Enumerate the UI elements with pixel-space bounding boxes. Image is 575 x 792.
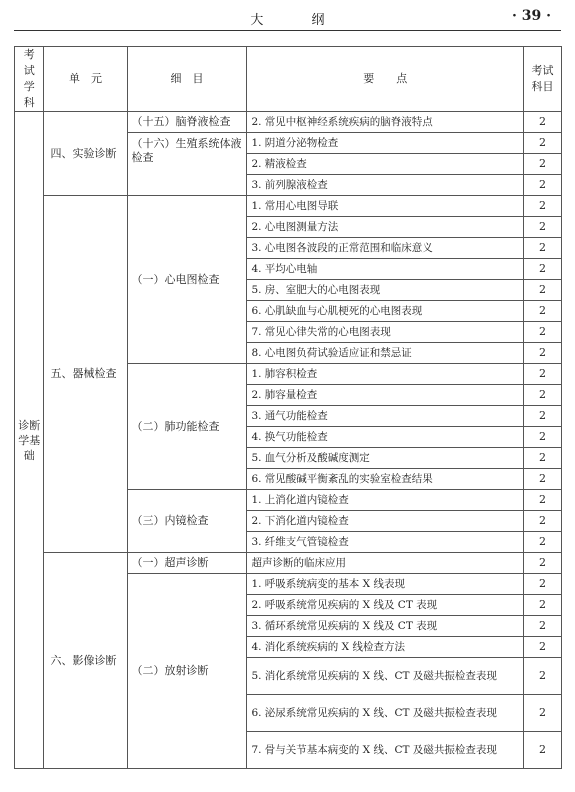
score-cell: 2 <box>524 427 562 448</box>
score-cell: 2 <box>524 238 562 259</box>
running-title: 大 纲 <box>250 13 347 28</box>
point-cell: 6. 泌尿系统常见疾病的 X 线、CT 及磁共振检查表现 <box>247 695 524 732</box>
point-cell: 4. 消化系统疾病的 X 线检查方法 <box>247 637 524 658</box>
point-cell: 3. 纤维支气管镜检查 <box>247 532 524 553</box>
score-cell: 2 <box>524 658 562 695</box>
score-cell: 2 <box>524 732 562 769</box>
score-cell: 2 <box>524 154 562 175</box>
score-cell: 2 <box>524 553 562 574</box>
point-cell: 4. 平均心电轴 <box>247 259 524 280</box>
point-cell: 3. 前列腺液检查 <box>247 175 524 196</box>
point-cell: 1. 上消化道内镜检查 <box>247 490 524 511</box>
point-cell: 3. 心电图各波段的正常范围和临床意义 <box>247 238 524 259</box>
score-cell: 2 <box>524 217 562 238</box>
point-cell: 5. 房、室肥大的心电图表现 <box>247 280 524 301</box>
point-cell: 4. 换气功能检查 <box>247 427 524 448</box>
point-cell: 6. 心肌缺血与心肌梗死的心电图表现 <box>247 301 524 322</box>
score-cell: 2 <box>524 406 562 427</box>
score-cell: 2 <box>524 490 562 511</box>
point-cell: 5. 消化系统常见疾病的 X 线、CT 及磁共振检查表现 <box>247 658 524 695</box>
table-row <box>15 196 562 217</box>
point-cell: 5. 血气分析及酸碱度测定 <box>247 448 524 469</box>
point-cell: 6. 常见酸碱平衡紊乱的实验室检查结果 <box>247 469 524 490</box>
point-cell: 2. 呼吸系统常见疾病的 X 线及 CT 表现 <box>247 595 524 616</box>
score-cell: 2 <box>524 259 562 280</box>
section-cell: （十五）脑脊液检查 <box>127 112 247 133</box>
page-header <box>14 0 561 32</box>
section-cell: （一）心电图检查 <box>127 196 247 364</box>
point-cell: 7. 骨与关节基本病变的 X 线、CT 及磁共振检查表现 <box>247 732 524 769</box>
table-row <box>15 553 562 574</box>
score-cell: 2 <box>524 175 562 196</box>
score-cell: 2 <box>524 364 562 385</box>
point-cell: 超声诊断的临床应用 <box>247 553 524 574</box>
col-header-points: 要 点 <box>247 47 524 112</box>
score-cell: 2 <box>524 196 562 217</box>
col-header-subject: 考试学科 <box>15 47 44 112</box>
table-row <box>15 112 562 133</box>
point-cell: 7. 常见心律失常的心电图表现 <box>247 322 524 343</box>
score-cell: 2 <box>524 469 562 490</box>
point-cell: 1. 常用心电图导联 <box>247 196 524 217</box>
section-cell: （十六）生殖系统体液检查 <box>127 133 247 196</box>
point-cell: 8. 心电图负荷试验适应证和禁忌证 <box>247 343 524 364</box>
unit-cell: 五、器械检查 <box>44 196 127 553</box>
score-cell: 2 <box>524 133 562 154</box>
score-cell: 2 <box>524 637 562 658</box>
section-cell: （一）超声诊断 <box>127 553 247 574</box>
score-cell: 2 <box>524 511 562 532</box>
section-cell: （二）肺功能检查 <box>127 364 247 490</box>
col-header-score: 考试科目 <box>524 47 562 112</box>
point-cell: 2. 常见中枢神经系统疾病的脑脊液特点 <box>247 112 524 133</box>
score-cell: 2 <box>524 322 562 343</box>
score-cell: 2 <box>524 301 562 322</box>
col-header-section: 细 目 <box>127 47 247 112</box>
point-cell: 1. 阴道分泌物检查 <box>247 133 524 154</box>
unit-cell: 六、影像诊断 <box>44 553 127 769</box>
point-cell: 2. 精液检查 <box>247 154 524 175</box>
score-cell: 2 <box>524 112 562 133</box>
section-cell: （二）放射诊断 <box>127 574 247 769</box>
point-cell: 3. 循环系统常见疾病的 X 线及 CT 表现 <box>247 616 524 637</box>
page-number: · 39 · <box>512 8 551 24</box>
score-cell: 2 <box>524 280 562 301</box>
point-cell: 1. 肺容积检查 <box>247 364 524 385</box>
point-cell: 2. 肺容量检查 <box>247 385 524 406</box>
score-cell: 2 <box>524 695 562 732</box>
score-cell: 2 <box>524 616 562 637</box>
score-cell: 2 <box>524 343 562 364</box>
score-cell: 2 <box>524 448 562 469</box>
score-cell: 2 <box>524 532 562 553</box>
score-cell: 2 <box>524 574 562 595</box>
score-cell: 2 <box>524 595 562 616</box>
header-rule <box>14 30 561 31</box>
score-cell: 2 <box>524 385 562 406</box>
table-header-row <box>15 47 562 112</box>
point-cell: 2. 心电图测量方法 <box>247 217 524 238</box>
section-cell: （三）内镜检查 <box>127 490 247 553</box>
point-cell: 1. 呼吸系统病变的基本 X 线表现 <box>247 574 524 595</box>
subject-cell: 诊断学基础 <box>15 112 44 769</box>
syllabus-table <box>14 46 562 769</box>
point-cell: 2. 下消化道内镜检查 <box>247 511 524 532</box>
point-cell: 3. 通气功能检查 <box>247 406 524 427</box>
col-header-unit: 单 元 <box>44 47 127 112</box>
unit-cell: 四、实验诊断 <box>44 112 127 196</box>
